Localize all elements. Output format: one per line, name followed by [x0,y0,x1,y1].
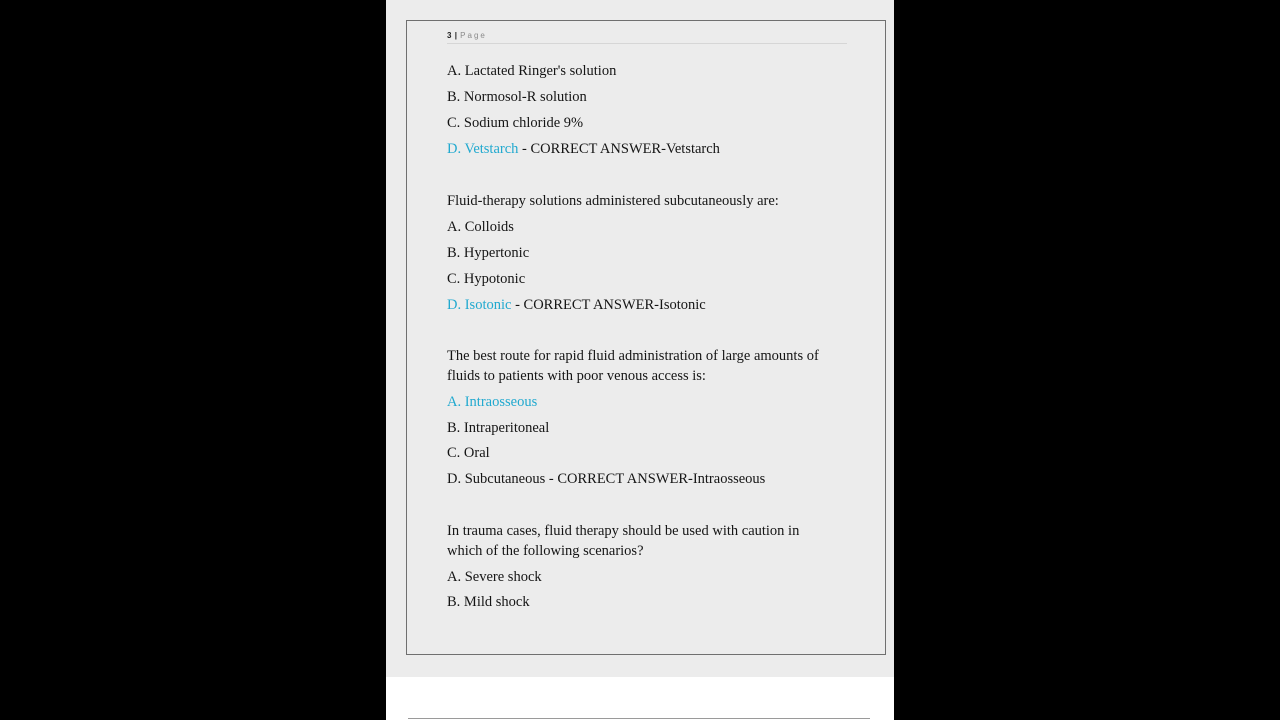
q2-option-c: C. Hypotonic [447,271,526,287]
q4-option-b: B. Mild shock [447,594,530,610]
q1-correct-answer: - CORRECT ANSWER-Vetstarch [518,141,720,157]
q2-question: Fluid-therapy solutions administered subcutaneously are: [447,193,779,209]
q4-question-line-1: In trauma cases, fluid therapy should be used with caution in [447,523,800,539]
next-page-rule [408,718,870,719]
q3-question-line-2: fluids to patients with poor venous access is: [447,368,706,384]
q1-option-d [447,139,720,159]
q1-option-a: A. Lactated Ringer's solution [447,63,617,79]
next-page [386,677,894,720]
page-number: 3 [447,31,452,40]
page-header [447,31,847,44]
q3-option-d: D. Subcutaneous - CORRECT ANSWER-Intraosseous [447,471,766,487]
q3-option-c: C. Oral [447,445,490,461]
header-separator: | [454,31,457,40]
q1-option-b: B. Normosol-R solution [447,89,587,105]
q2-option-d [447,295,706,315]
document-page [386,0,894,677]
q3-question-line-1: The best route for rapid fluid administration of large amounts of [447,348,819,364]
document-viewer[interactable] [386,0,894,720]
q4-question-line-2: which of the following scenarios? [447,543,644,559]
q2-correct-choice: D. Isotonic [447,297,512,313]
q3-option-b: B. Intraperitoneal [447,420,550,436]
q3-option-a: A. Intraosseous [447,394,538,410]
page-label: Page [460,31,487,40]
q1-correct-choice: D. Vetstarch [447,141,519,157]
q1-option-c: C. Sodium chloride 9% [447,115,584,131]
q4-option-a: A. Severe shock [447,569,542,585]
q2-option-a: A. Colloids [447,219,514,235]
q2-correct-answer: - CORRECT ANSWER-Isotonic [511,297,706,313]
q2-option-b: B. Hypertonic [447,245,530,261]
